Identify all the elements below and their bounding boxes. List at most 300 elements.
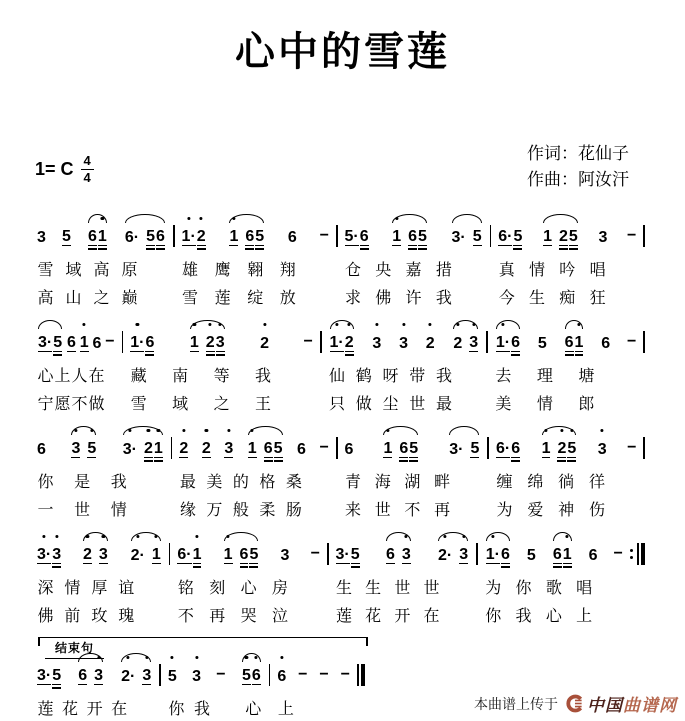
note [386, 524, 395, 571]
note-group [408, 213, 427, 253]
note [399, 418, 408, 465]
note-group [298, 652, 307, 692]
barline [171, 437, 173, 459]
note-group [192, 652, 201, 692]
lyric-syllable: 一 [37, 500, 54, 519]
lyric-syllable: 玫 [91, 606, 108, 625]
note [156, 206, 165, 253]
notes-row [168, 652, 262, 692]
lyric-syllable: 上 [54, 366, 71, 385]
notes-row [277, 652, 350, 692]
slur-arc [552, 531, 573, 571]
lyrics-row-2 [37, 285, 166, 307]
lyrics-row-1 [37, 696, 152, 718]
rest-dash: − [310, 545, 320, 562]
slur-arc [382, 425, 419, 465]
note-digit: 1 [189, 334, 199, 351]
note-group [38, 319, 62, 359]
note-group [260, 319, 269, 359]
site-name [587, 691, 677, 716]
note-group [559, 213, 578, 253]
lyrics-row-1 [130, 363, 313, 385]
lyric-syllable: 雄 [182, 260, 199, 279]
note-group [627, 319, 636, 359]
note-digit: 3· [449, 441, 464, 458]
note-group [105, 319, 114, 359]
note-digit: 3 [192, 668, 201, 685]
lyric-syllable [463, 469, 480, 491]
lyricist-credit: 作词：花仙子 [527, 144, 629, 164]
note-digit: 2· [438, 547, 453, 564]
lyric-syllable: 情 [110, 500, 127, 519]
note [496, 312, 510, 359]
note-group [80, 319, 89, 359]
lyrics-row-2 [485, 603, 623, 625]
lyric-syllable: 徜 [558, 472, 575, 491]
lyric-syllable: 伤 [589, 500, 606, 519]
note-digit: 5 [62, 228, 71, 245]
lyric-syllable: 吟 [559, 260, 576, 279]
note-digit: 3 [598, 229, 608, 246]
lyric-syllable: 泣 [272, 606, 289, 625]
lyric-syllable: 谊 [118, 578, 135, 597]
note-digit: 5 [537, 335, 547, 352]
note [53, 312, 62, 359]
lyric-syllable [145, 603, 162, 625]
lyrics-row-1 [336, 575, 470, 597]
note-digit: 5 [167, 668, 177, 685]
note-group [320, 213, 329, 253]
note-digit: 2 [453, 335, 463, 352]
note [336, 524, 350, 571]
lyric-syllable: 桑 [285, 472, 302, 491]
note-digit: 2· [130, 547, 145, 564]
note-group [438, 531, 452, 571]
note-digit: 6 [88, 228, 97, 245]
measure [334, 531, 472, 625]
note-group [372, 319, 381, 359]
lyric-syllable [312, 285, 329, 307]
note [473, 206, 482, 253]
system-line [35, 425, 645, 519]
note-group [144, 425, 163, 465]
note-digit: 6 [385, 546, 395, 563]
lyric-syllable: 仙 [329, 366, 346, 385]
notes-row [37, 531, 162, 571]
note [330, 312, 344, 359]
note-group [399, 319, 408, 359]
slur-arc [77, 652, 104, 692]
note-group [341, 652, 350, 692]
lyric-syllable: 王 [254, 394, 271, 413]
notes-row [177, 531, 320, 571]
lyric-syllable: 格 [259, 472, 276, 491]
note [288, 206, 297, 253]
lyric-syllable [147, 497, 164, 519]
note [83, 524, 92, 571]
note [152, 524, 161, 571]
note-digit: 1 [223, 546, 233, 563]
measure [483, 531, 625, 625]
note-group [206, 319, 225, 359]
note-digit: 6 [511, 440, 521, 457]
note-digit: 5 [273, 440, 283, 457]
lyric-syllable [619, 497, 636, 519]
slur-arc [228, 213, 265, 253]
note-group [168, 652, 177, 692]
lyric-syllable: 爱 [527, 500, 544, 519]
system-line [35, 531, 645, 625]
lyric-syllable [145, 575, 162, 597]
lyric-syllable: 万 [206, 500, 223, 519]
lyric-syllable: 只 [329, 394, 346, 413]
repeat-dot [630, 556, 633, 559]
note-group [288, 213, 297, 253]
lyric-syllable: 郎 [578, 394, 595, 413]
note [99, 524, 108, 571]
note [538, 312, 547, 359]
note-digit: 6 [245, 228, 255, 245]
note-digit: 6· [177, 546, 192, 563]
lyric-syllable: 最 [435, 394, 452, 413]
lyric-syllable: 呀 [382, 366, 399, 385]
rest-dash: − [340, 666, 350, 683]
lyric-syllable: 徉 [589, 472, 606, 491]
note [93, 312, 102, 359]
lyric-syllable: 缠 [496, 472, 513, 491]
lyric-syllable: 原 [121, 260, 138, 279]
lyric-syllable: 心 [245, 699, 262, 718]
note-group [399, 425, 418, 465]
measure [166, 652, 264, 718]
note-digit: 3 [37, 229, 46, 246]
note [511, 312, 520, 359]
lyrics-row-1 [37, 257, 166, 279]
measure [35, 425, 166, 519]
note-digit: 3 [215, 334, 225, 351]
note-group [498, 213, 522, 253]
note-group [248, 425, 257, 465]
note-group [426, 319, 435, 359]
note-group [125, 213, 139, 253]
lyric-syllable: 巅 [121, 288, 138, 307]
note [563, 524, 572, 571]
note [249, 524, 258, 571]
note-digit: 3 [399, 335, 408, 352]
lyric-syllable: 深 [37, 578, 54, 597]
rest-dash: − [303, 333, 313, 350]
lyric-syllable [147, 469, 164, 491]
lyric-syllable: 上 [277, 699, 294, 718]
barline [159, 664, 161, 686]
note [245, 206, 254, 253]
note-digit: 1 [574, 334, 584, 351]
note [589, 524, 598, 571]
lyric-syllable [296, 696, 313, 718]
lyric-syllable: 世 [394, 578, 411, 597]
meter-denominator: 4 [83, 169, 91, 185]
note-digit: 1 [79, 334, 89, 351]
notes-row [130, 319, 313, 359]
lyric-syllable [606, 575, 623, 597]
lyrics-row-2 [177, 603, 320, 625]
slur-arc [385, 531, 412, 571]
lyric-syllable: 刻 [209, 578, 226, 597]
lyric-syllable: 人 [71, 366, 88, 385]
lyric-syllable: 为 [496, 500, 513, 519]
note [297, 418, 306, 465]
note [146, 206, 155, 253]
note-digit: 3 [459, 546, 469, 563]
note-digit: 1· [130, 334, 145, 351]
lyrics-row-1 [177, 575, 320, 597]
lyric-syllable: 世 [74, 500, 91, 519]
lyric-syllable: 今 [498, 288, 515, 307]
lyric-syllable: 般 [232, 500, 249, 519]
note-group [37, 531, 61, 571]
lyric-syllable: 你 [168, 699, 185, 718]
lyric-syllable [619, 285, 636, 307]
lyric-syllable: 雪 [182, 288, 199, 307]
note-group [320, 425, 329, 465]
lyric-syllable: 生 [336, 578, 353, 597]
note [154, 418, 163, 465]
note-digit: 1 [543, 228, 552, 245]
barline-thin [643, 437, 645, 459]
lyric-syllable: 心 [545, 606, 562, 625]
lyric-syllable: 世 [423, 578, 440, 597]
note-digit: 1 [229, 228, 239, 245]
note-group [224, 425, 233, 465]
note-digit: 3 [98, 546, 108, 563]
lyrics-row-2 [496, 497, 636, 519]
note-digit: 2· [121, 668, 136, 685]
lyric-syllable: 做 [88, 394, 105, 413]
note-digit: 6 [344, 441, 354, 458]
note-digit: 5 [52, 667, 62, 684]
note [94, 645, 103, 692]
note-group [202, 425, 211, 465]
note [501, 524, 510, 571]
note-group [386, 531, 395, 571]
note [121, 645, 135, 692]
note-digit: 1 [562, 546, 572, 563]
lyrics-row-1 [37, 363, 115, 385]
note [131, 524, 145, 571]
note-digit: 2 [144, 440, 153, 457]
note-group [179, 425, 188, 465]
lyric-syllable: 措 [435, 260, 452, 279]
note [438, 524, 452, 571]
notes-row [496, 425, 636, 465]
note-group [304, 319, 313, 359]
lyric-syllable: 不 [177, 606, 194, 625]
lyric-syllable: 翱 [247, 260, 264, 279]
note-digit: 5 [526, 547, 536, 564]
lyric-syllable: 畔 [434, 472, 451, 491]
note [98, 206, 107, 253]
barline-thin [357, 664, 359, 686]
lyric-syllable [452, 575, 469, 597]
note-digit: 5 [472, 228, 482, 245]
note-digit: 6· [495, 440, 511, 457]
note [192, 645, 201, 692]
note-group [297, 425, 306, 465]
lyric-syllable [135, 696, 152, 718]
note [37, 645, 51, 692]
rest-dash: − [216, 666, 226, 683]
note-digit: 5 [567, 440, 577, 457]
lyric-syllable: 嘉 [405, 260, 422, 279]
rest-dash: − [613, 545, 623, 562]
composer-credit: 作曲：阿汝汗 [527, 170, 629, 190]
note-digit: 6 [511, 334, 520, 351]
note-group [598, 425, 607, 465]
note-group [565, 319, 584, 359]
lyric-syllable: 我 [193, 699, 210, 718]
note-group [345, 425, 354, 465]
slur-arc [564, 319, 585, 359]
note [260, 312, 269, 359]
lyric-syllable: 生 [529, 288, 546, 307]
note [542, 418, 551, 465]
lyrics-row-1 [495, 363, 637, 385]
note-digit: 3 [142, 667, 152, 684]
slur-arc [70, 425, 97, 465]
slur-arc [329, 319, 355, 359]
barline [336, 437, 338, 459]
slur-arc [124, 213, 166, 253]
lyric-syllable: 求 [344, 288, 361, 307]
lyric-syllable [149, 257, 166, 279]
barline [320, 331, 322, 353]
slur-arc [37, 319, 63, 359]
lyric-syllable: 神 [558, 500, 575, 519]
lyric-syllable: 央 [375, 260, 392, 279]
rest-dash: − [105, 333, 115, 350]
note [71, 418, 80, 465]
note-digit: 3· [451, 229, 466, 246]
lyrics-row-1 [182, 257, 329, 279]
note-digit: 3· [335, 546, 350, 563]
repeat-end-barline [630, 543, 645, 565]
ending-bracket [38, 637, 368, 638]
note-digit: 2 [196, 228, 206, 245]
lyrics-row-2 [498, 285, 636, 307]
note [470, 418, 479, 465]
final-barline [357, 664, 365, 686]
note-group [543, 213, 552, 253]
slur-arc [122, 425, 164, 465]
lyrics-row-1 [496, 469, 636, 491]
note-digit: 5 [53, 334, 63, 351]
lyric-syllable: 再 [209, 606, 226, 625]
note-group [93, 319, 102, 359]
note-digit: 2 [82, 546, 92, 563]
slur-arc [130, 531, 162, 571]
note [206, 312, 215, 359]
lyric-syllable: 翔 [279, 260, 296, 279]
note-digit: 1 [383, 440, 393, 457]
slur-arc [452, 319, 479, 359]
lyrics-row-2 [179, 497, 328, 519]
note-group [131, 531, 145, 571]
notes-row [182, 213, 329, 253]
lyric-syllable [466, 257, 483, 279]
lyric-syllable: 狂 [589, 288, 606, 307]
note-digit: 2 [557, 440, 567, 457]
note-digit: 6 [552, 546, 562, 563]
note-digit: 1 [97, 228, 107, 245]
lyric-syllable [619, 363, 636, 385]
lyric-syllable: 来 [344, 500, 361, 519]
lyrics-row-2 [495, 391, 637, 413]
note-group [37, 425, 46, 465]
note [392, 206, 401, 253]
rest-dash: − [319, 439, 329, 456]
lyric-syllable: 青 [344, 472, 361, 491]
measure [35, 213, 168, 307]
measure [494, 425, 638, 519]
note-group [177, 531, 201, 571]
note-group [83, 531, 92, 571]
note-digit: 5 [409, 440, 419, 457]
lyric-syllable [312, 497, 329, 519]
lyric-syllable: 厚 [91, 578, 108, 597]
slur-arc [485, 531, 511, 571]
note-group [130, 319, 154, 359]
note-digit: 6 [145, 334, 155, 351]
lyric-syllable [462, 391, 479, 413]
note-digit: 2 [344, 334, 354, 351]
note [202, 418, 211, 465]
note-group [557, 425, 576, 465]
note [559, 206, 568, 253]
barline [169, 543, 171, 565]
lyrics-row-1 [168, 696, 262, 718]
slur-arc [495, 319, 521, 359]
note-group [383, 425, 392, 465]
note-group [311, 531, 320, 571]
lyric-syllable: 等 [213, 366, 230, 385]
lyric-syllable: 你 [37, 472, 54, 491]
note-group [452, 213, 466, 253]
note-group [330, 319, 354, 359]
lyric-syllable: 鹰 [214, 260, 231, 279]
note-group [182, 213, 206, 253]
lyrics-row-2 [336, 603, 470, 625]
note [37, 524, 51, 571]
lyric-syllable [462, 363, 479, 385]
note [408, 206, 417, 253]
song-title: 心中的雪莲 [235, 28, 450, 75]
note-group [71, 425, 80, 465]
note [486, 524, 500, 571]
lyric-syllable: 不 [71, 394, 88, 413]
note [527, 524, 536, 571]
note-digit: 1 [247, 440, 257, 457]
note-group [37, 213, 46, 253]
note-digit: 6 [37, 441, 46, 458]
lyric-syllable: 我 [435, 366, 452, 385]
lyric-syllable: 花 [62, 699, 79, 718]
barline [487, 437, 489, 459]
note [351, 524, 360, 571]
note [567, 418, 576, 465]
note-group [146, 213, 165, 253]
note [345, 312, 354, 359]
site-name-part2: 曲谱网 [623, 696, 677, 716]
